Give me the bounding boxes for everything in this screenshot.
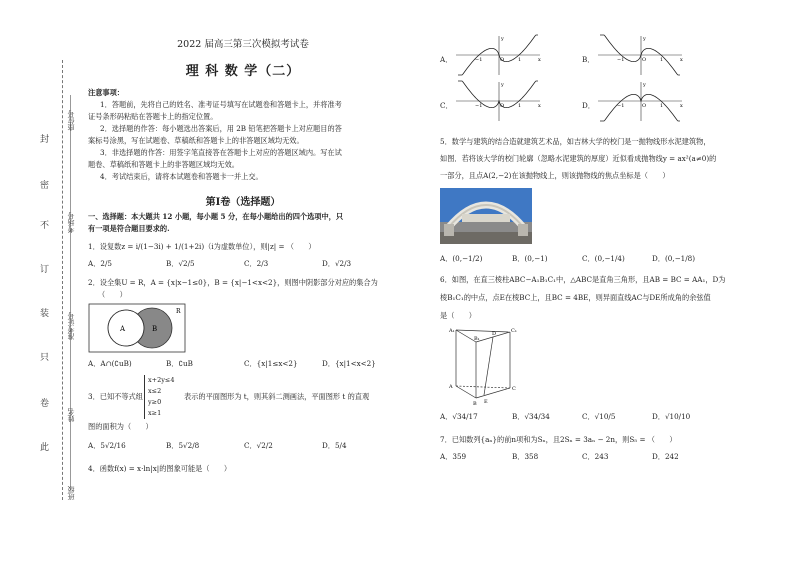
binding-char: 装: [40, 309, 50, 319]
function-curve: [458, 81, 538, 108]
vertex-c1: C₁: [511, 328, 517, 334]
venn-diagram: [88, 303, 188, 355]
right-column: [440, 30, 770, 466]
option-c: C．(0,−1/4): [582, 254, 625, 263]
tick-label: 1: [518, 57, 522, 63]
tick-label: 1: [518, 103, 522, 109]
binding-char: 此: [40, 443, 50, 453]
x-axis-label: x: [538, 103, 541, 109]
option-c: C．2/3: [244, 259, 269, 268]
notice-line: 题卷、草稿纸和答题卡上的非答题区域均无效。: [88, 160, 239, 169]
question-7-options: [440, 452, 770, 466]
inequality: x≤2: [148, 387, 162, 395]
binding-char: 订: [40, 265, 50, 275]
graph-a-label: A．: [440, 55, 453, 64]
question-4-graphs: [440, 30, 770, 122]
option-a: A．5√2/16: [88, 441, 126, 450]
graph-b-label: B．: [582, 55, 595, 64]
section-title: 第Ⅰ卷（选择题）: [205, 197, 281, 208]
inequality: x+2y≤4: [148, 376, 175, 384]
x-axis-label: x: [538, 57, 541, 63]
tick-label: −1: [617, 103, 625, 109]
notice-line: 证号条形码粘贴在答题卡上的指定位置。: [88, 112, 218, 121]
option-b: B．5√2/8: [166, 441, 200, 450]
option-d: D．{x|1<x<2}: [322, 359, 376, 368]
binding-char: 密: [40, 181, 50, 191]
question-2-stem: 2．设全集U = R，A = {x|x−1≤0}，B = {x|−1<x<2}，则图中阴影部分对应的集合为: [88, 278, 378, 287]
y-axis-label: y: [501, 36, 504, 42]
vertex-b: B: [473, 401, 477, 407]
campus-gate-photo: [440, 188, 532, 244]
origin-label: O: [642, 103, 647, 109]
question-3-prefix: 3．已知不等式组: [88, 392, 143, 401]
section-intro: 有一项是符合题目要求的.: [88, 224, 170, 233]
prism-figure: [448, 324, 528, 408]
option-a: A．359: [440, 452, 467, 461]
option-d: D．(0,−1/8): [652, 254, 696, 263]
graph-d-label: D．: [582, 101, 595, 110]
binding-char: 只: [40, 353, 50, 363]
question-7-stem: 7．已知数列{aₙ}的前n项和为Sₙ，且2Sₙ = 3aₙ − 2n，则S₅ = （ ）: [440, 435, 677, 444]
option-a: A．A∩(∁uB): [88, 359, 132, 368]
question-3-suffix: 表示的平面图形为 t，则其斜二测画法，平面图形 t 的直观: [184, 392, 370, 401]
seal-line: [70, 95, 71, 490]
notice-line: 1．答题前，先将自己的姓名、准考证号填写在试题卷和答题卡上，并将准考: [100, 100, 342, 109]
inequality: y≥0: [148, 398, 162, 406]
vertex-c: C: [512, 386, 516, 392]
exam-title: 2022 届高三第三次模拟考试卷: [177, 39, 309, 50]
question-5-line1: 5．数学与建筑的结合造就建筑艺术品，如吉林大学的校门是一抛物线形水泥建筑物，: [440, 137, 711, 146]
seat-number-label: 座位号: [67, 110, 75, 131]
binding-margin: [0, 0, 86, 562]
set-a-label: A: [120, 325, 126, 333]
question-3-line2: 图的面积为（ ）: [88, 422, 153, 431]
inequality: x≥1: [148, 409, 162, 417]
cut-line: [62, 60, 63, 500]
question-1-stem: 1．设复数z = i/(1−3i) + 1/(1+2i)（i为虚数单位），则|z| = （ ）: [88, 242, 316, 251]
binding-char: 卷: [40, 399, 50, 409]
exam-subject: 理 科 数 学（二）: [185, 64, 301, 79]
y-axis-label: y: [643, 82, 646, 88]
set-b-label: B: [152, 325, 158, 333]
notice-title: 注意事项：: [88, 88, 124, 97]
question-5-line2: 如图．若将该大学的校门轮廓（忽略水泥建筑的厚度）近似看成抛物线y = ax²(a≠0)的: [440, 154, 717, 163]
question-5-options: [440, 254, 770, 268]
question-6-line1: 6．如图，在直三棱柱ABC−A₁B₁C₁中，△ABC是直角三角形，且AB = BC = AA₁，D为: [440, 275, 726, 284]
question-2-options: [88, 359, 398, 373]
option-a: A．√34/17: [440, 412, 478, 421]
option-c: C．√2/2: [244, 441, 273, 450]
notice-line: 3．非选择题的作答：用签字笔直接答在答题卡上对应的答题区域内。写在试: [100, 148, 342, 157]
tick-label: 1: [660, 57, 664, 63]
y-axis-label: y: [501, 82, 504, 88]
tick-label: −1: [475, 57, 483, 63]
option-a: A．(0,−1/2): [440, 254, 483, 263]
tick-label: −1: [617, 57, 625, 63]
origin-label: O: [500, 57, 505, 63]
option-b: B．√34/34: [512, 412, 550, 421]
vertex-b1: B₁: [474, 336, 480, 342]
class-label: 班级: [67, 486, 75, 500]
notice-line: 案标号涂黑，写在试题卷、草稿纸和答题卡上的非答题区域均无效。: [88, 136, 304, 145]
notice-line: 4．考试结束后，请将本试题卷和答题卡一并上交。: [100, 172, 263, 181]
question-3-options: [88, 441, 398, 455]
vertex-a: A: [449, 384, 453, 390]
question-4-stem: 4．函数f(x) = x·ln|x|的图象可能是（ ）: [88, 464, 232, 473]
question-1-options: [88, 259, 398, 273]
left-column: [88, 30, 398, 475]
x-axis-label: x: [680, 103, 683, 109]
x-axis-label: x: [680, 57, 683, 63]
notice-line: 2．选择题的作答：每小题选出答案后，用 2B 铅笔把答题卡上对应题目的答: [100, 124, 342, 133]
y-axis-label: y: [643, 36, 646, 42]
question-3: [88, 375, 398, 421]
graph-a-plot: [454, 34, 544, 76]
graph-d-plot: [596, 80, 686, 122]
vertex-a1: A₁: [449, 328, 455, 334]
graph-b-plot: [596, 34, 686, 76]
option-d: D．√10/10: [652, 412, 691, 421]
universal-label: R: [176, 308, 181, 315]
tick-label: 1: [660, 103, 664, 109]
vertex-e: E: [484, 399, 488, 405]
question-6-line3: 是（ ）: [440, 311, 476, 320]
option-d: D．242: [652, 452, 679, 461]
option-c: C．√10/5: [582, 412, 616, 421]
name-label: 姓名: [67, 408, 75, 422]
option-b: B．√2/5: [166, 259, 195, 268]
admission-number-label: 准考证号: [67, 312, 75, 340]
function-curve: [600, 94, 680, 121]
question-5-line3: 一部分，且点A(2,−2)在该抛物线上，则该抛物线的焦点坐标是（ ）: [440, 171, 670, 180]
tick-label: −1: [475, 103, 483, 109]
option-c: C．{x|1≤x<2}: [244, 359, 298, 368]
origin-label: O: [642, 57, 647, 63]
exam-room-label: 考场号: [67, 212, 75, 233]
binding-char: 封: [40, 135, 50, 145]
inequality-system: [144, 375, 175, 419]
section-intro: 一、选择题：本大题共 12 小题，每小题 5 分，在每小题给出的四个选项中，只: [88, 212, 344, 221]
option-b: B．(0,−1): [512, 254, 548, 263]
question-6-line2: 棱B₁C₁的中点，点E在棱BC上，且BC = 4BE，则异面直线AC与DE所成角的余弦值: [440, 293, 711, 302]
graph-c-plot: [454, 80, 544, 122]
option-b: B．∁uB: [166, 359, 193, 368]
graph-c-label: C．: [440, 101, 453, 110]
option-c: C．243: [582, 452, 609, 461]
question-2-paren: （ ）: [98, 290, 127, 299]
option-a: A．2/5: [88, 259, 112, 268]
option-d: D．√2/3: [322, 259, 352, 268]
vertex-d: D: [492, 331, 497, 337]
option-d: D．5/4: [322, 441, 347, 450]
option-b: B．358: [512, 452, 539, 461]
question-6-options: [440, 412, 770, 426]
origin-label: O: [500, 103, 505, 109]
binding-char: 不: [40, 221, 50, 231]
